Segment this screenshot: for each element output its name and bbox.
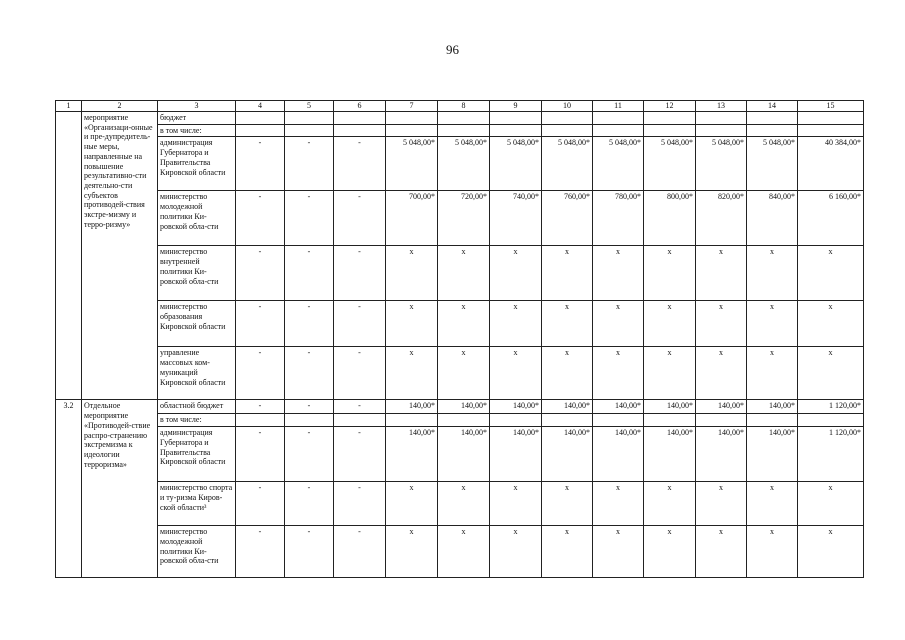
column-header: 13 [696,101,747,112]
value-cell: - [285,427,334,482]
value-cell: 140,00* [438,400,490,414]
value-cell: 140,00* [747,427,798,482]
value-cell: x [542,526,593,578]
value-cell: 740,00* [490,191,542,246]
value-cell: x [798,482,864,526]
value-cell: 140,00* [644,400,696,414]
header-row [56,101,864,112]
value-cell: 1 120,00* [798,400,864,414]
value-cell: - [334,482,386,526]
table-row [56,124,864,137]
value-cell: - [334,246,386,301]
value-cell: - [285,246,334,301]
value-cell: - [285,400,334,414]
item-number [56,112,82,400]
value-cell [798,112,864,125]
funding-source: министерство молодежной политики Ки-ровской обла-сти [158,191,236,246]
value-cell [542,124,593,137]
value-cell [644,414,696,427]
value-cell: x [386,301,438,347]
column-header: 6 [334,101,386,112]
value-cell [490,124,542,137]
value-cell: 780,00* [593,191,644,246]
table-row [56,301,864,347]
column-header: 5 [285,101,334,112]
value-cell: x [490,246,542,301]
value-cell: x [696,347,747,400]
value-cell: - [285,137,334,191]
value-cell [386,112,438,125]
funding-source: областной бюджет [158,400,236,414]
value-cell: x [798,301,864,347]
value-cell: 5 048,00* [438,137,490,191]
value-cell [386,124,438,137]
value-cell: - [334,301,386,347]
value-cell [798,124,864,137]
value-cell: x [644,482,696,526]
value-cell [644,112,696,125]
value-cell: - [285,526,334,578]
value-cell [438,124,490,137]
value-cell [236,124,285,137]
value-cell [696,414,747,427]
column-header: 8 [438,101,490,112]
value-cell [285,414,334,427]
value-cell: - [236,427,285,482]
value-cell [386,414,438,427]
column-header: 10 [542,101,593,112]
value-cell [438,414,490,427]
value-cell: 140,00* [644,427,696,482]
value-cell: x [593,246,644,301]
value-cell: x [593,347,644,400]
value-cell: 6 160,00* [798,191,864,246]
value-cell: x [490,347,542,400]
value-cell: 840,00* [747,191,798,246]
value-cell: - [236,400,285,414]
column-header: 15 [798,101,864,112]
value-cell: x [593,482,644,526]
page-number: 96 [446,42,459,57]
value-cell: 140,00* [593,427,644,482]
table-body [56,101,864,578]
value-cell [334,112,386,125]
column-header: 7 [386,101,438,112]
value-cell: 5 048,00* [644,137,696,191]
value-cell: x [644,301,696,347]
table-row [56,191,864,246]
value-cell: x [747,246,798,301]
funding-source: министерство молодежной политики Ки-ровской обла-сти [158,526,236,578]
item-number: 3.2 [56,400,82,578]
funding-source: администрация Губернатора и Правительства Кировской области [158,427,236,482]
funding-source: министерство внутренней политики Ки-ровской обла-сти [158,246,236,301]
value-cell [798,414,864,427]
table-row [56,347,864,400]
funding-source: управление массовых ком-муникаций Кировской области [158,347,236,400]
value-cell: x [798,246,864,301]
value-cell: x [798,347,864,400]
value-cell: - [334,137,386,191]
value-cell: 140,00* [386,400,438,414]
value-cell: 700,00* [386,191,438,246]
value-cell: x [386,246,438,301]
column-header: 11 [593,101,644,112]
funding-source: в том числе: [158,414,236,427]
value-cell: 5 048,00* [490,137,542,191]
value-cell [285,124,334,137]
value-cell: x [696,482,747,526]
value-cell [285,112,334,125]
funding-source: министерство спорта и ту-ризма Киров-ской области³ [158,482,236,526]
value-cell: x [438,347,490,400]
value-cell: x [490,301,542,347]
value-cell: 5 048,00* [542,137,593,191]
column-header: 3 [158,101,236,112]
value-cell [236,112,285,125]
value-cell: - [285,347,334,400]
value-cell: - [236,301,285,347]
value-cell [490,112,542,125]
value-cell: 5 048,00* [386,137,438,191]
value-cell [334,414,386,427]
column-header: 4 [236,101,285,112]
value-cell: x [438,482,490,526]
value-cell: x [696,526,747,578]
value-cell: x [747,482,798,526]
value-cell: x [644,526,696,578]
value-cell [236,414,285,427]
budget-table [55,100,864,578]
value-cell: 800,00* [644,191,696,246]
value-cell: 720,00* [438,191,490,246]
value-cell [542,112,593,125]
value-cell: - [334,191,386,246]
table-row [56,482,864,526]
column-header: 1 [56,101,82,112]
value-cell: 140,00* [542,427,593,482]
value-cell [438,112,490,125]
column-header: 14 [747,101,798,112]
funding-source: в том числе: [158,124,236,137]
value-cell [593,112,644,125]
value-cell: x [490,482,542,526]
value-cell: 760,00* [542,191,593,246]
table-row [56,400,864,414]
value-cell: x [438,246,490,301]
value-cell: x [542,482,593,526]
value-cell: 5 048,00* [593,137,644,191]
value-cell: - [236,137,285,191]
value-cell [593,414,644,427]
value-cell [334,124,386,137]
value-cell: 5 048,00* [696,137,747,191]
value-cell: - [334,427,386,482]
table-row [56,414,864,427]
value-cell: - [236,246,285,301]
value-cell [696,112,747,125]
value-cell: - [236,191,285,246]
value-cell [542,414,593,427]
value-cell: 140,00* [438,427,490,482]
value-cell [696,124,747,137]
value-cell [747,414,798,427]
table-row [56,427,864,482]
value-cell: - [285,482,334,526]
value-cell: x [696,301,747,347]
value-cell: x [386,347,438,400]
value-cell: - [334,400,386,414]
value-cell: x [747,347,798,400]
funding-source: бюджет [158,112,236,125]
value-cell: x [696,246,747,301]
value-cell: x [542,246,593,301]
column-header: 12 [644,101,696,112]
value-cell: - [334,526,386,578]
value-cell: 5 048,00* [747,137,798,191]
value-cell: x [386,482,438,526]
value-cell: 140,00* [696,427,747,482]
value-cell: x [747,526,798,578]
value-cell: - [236,482,285,526]
value-cell: 40 384,00* [798,137,864,191]
value-cell: 140,00* [490,427,542,482]
value-cell: x [438,301,490,347]
value-cell: 140,00* [696,400,747,414]
value-cell: x [490,526,542,578]
table-row [56,526,864,578]
value-cell: x [542,347,593,400]
column-header: 9 [490,101,542,112]
measure-title: Отдельное мероприятие «Противодей-ствие распро-странению экстремизма к идеологии терроризма» [82,400,158,578]
value-cell: x [593,526,644,578]
value-cell [747,112,798,125]
value-cell: - [236,347,285,400]
value-cell: 140,00* [386,427,438,482]
value-cell: 140,00* [593,400,644,414]
table-row [56,246,864,301]
value-cell: 140,00* [542,400,593,414]
value-cell: x [386,526,438,578]
value-cell: 140,00* [490,400,542,414]
value-cell [747,124,798,137]
value-cell: x [798,526,864,578]
value-cell: 140,00* [747,400,798,414]
value-cell: x [644,347,696,400]
column-header: 2 [82,101,158,112]
table-row [56,137,864,191]
value-cell: x [644,246,696,301]
value-cell [490,414,542,427]
value-cell: 1 120,00* [798,427,864,482]
value-cell: - [285,191,334,246]
value-cell: - [285,301,334,347]
value-cell: x [438,526,490,578]
table-row [56,112,864,125]
measure-title: мероприятие «Организаци-онные и пре-дупредитель-ные меры, направленные на повышение результативно-сти деятельно-сти субъектов противодей-ствия экстре-мизму и терро-ризму» [82,112,158,400]
funding-source: министерство образования Кировской области [158,301,236,347]
value-cell: x [542,301,593,347]
value-cell: - [236,526,285,578]
value-cell [593,124,644,137]
value-cell [644,124,696,137]
value-cell: 820,00* [696,191,747,246]
value-cell: x [747,301,798,347]
value-cell: - [334,347,386,400]
value-cell: x [593,301,644,347]
funding-source: администрация Губернатора и Правительства Кировской области [158,137,236,191]
